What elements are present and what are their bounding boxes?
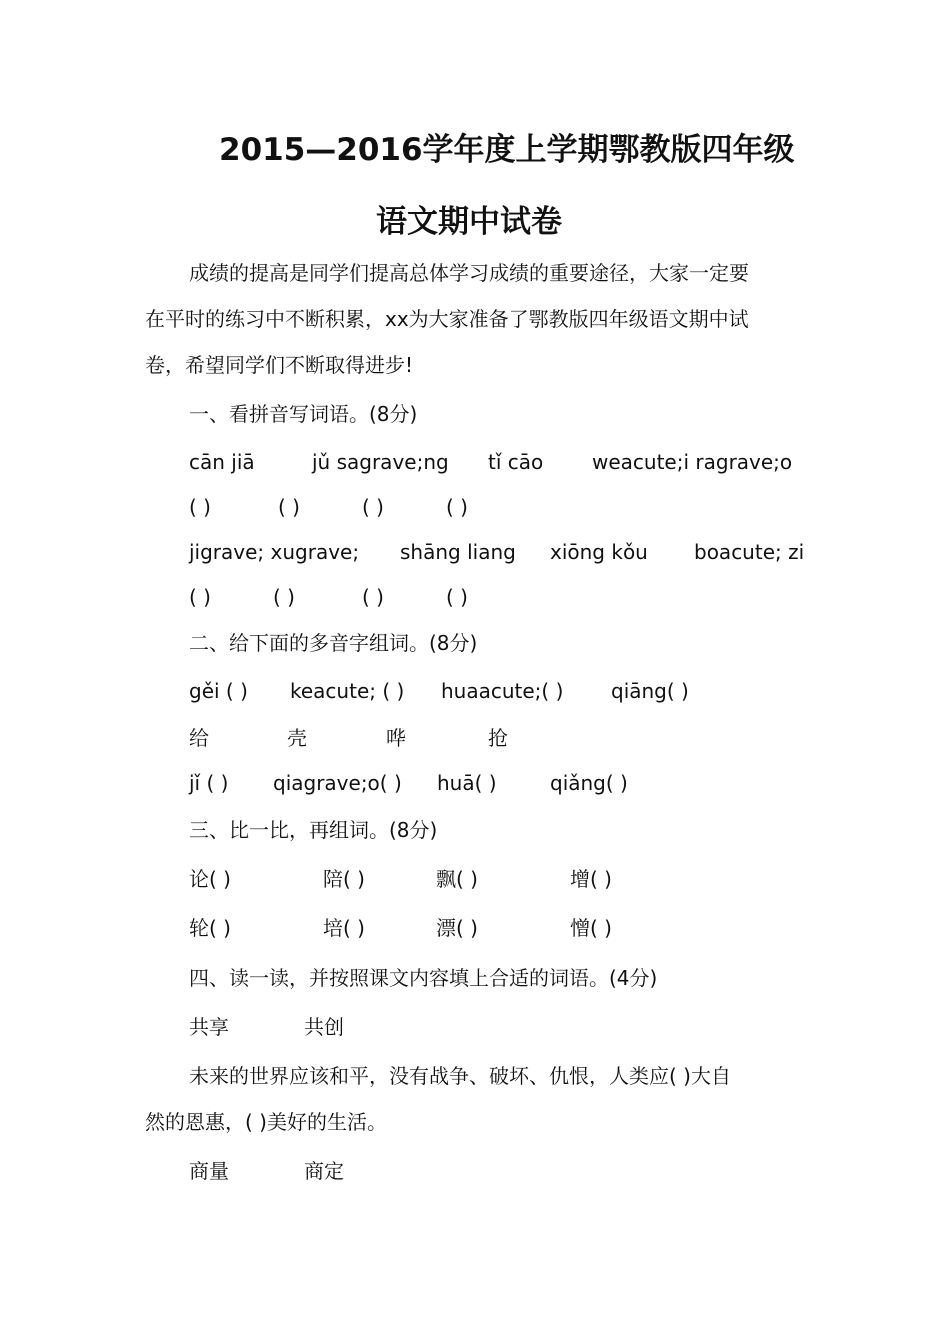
pinyin-item: tǐ cāo xyxy=(488,450,544,474)
answer-blank: ( ) xyxy=(278,495,300,519)
pinyin-item: boacute; zi xyxy=(694,540,805,564)
compare-item: 陪( ) xyxy=(323,867,365,891)
pinyin-item: cān jiā xyxy=(189,450,255,474)
pinyin-item: qiǎng( ) xyxy=(550,771,628,795)
character: 抢 xyxy=(488,726,508,750)
pinyin-item: gěi ( ) xyxy=(189,679,248,703)
section3-row-1 xyxy=(0,869,950,891)
compare-item: 漂( ) xyxy=(436,916,478,940)
character: 哗 xyxy=(386,726,406,750)
answer-blank: ( ) xyxy=(446,585,468,609)
compare-item: 轮( ) xyxy=(189,916,231,940)
pinyin-item: weacute;i ragrave;o xyxy=(592,450,793,474)
pinyin-item: keacute; ( ) xyxy=(290,679,405,703)
character: 给 xyxy=(189,726,209,750)
section2-row-2 xyxy=(0,773,950,795)
pinyin-item: huā( ) xyxy=(437,771,497,795)
compare-item: 增( ) xyxy=(570,867,612,891)
section2-heading: 二、给下面的多音字组词。(8分) xyxy=(189,631,478,655)
answer-blank: ( ) xyxy=(189,495,211,519)
pinyin-item: jǐ ( ) xyxy=(189,771,229,795)
section1-pinyin-row-1 xyxy=(0,452,950,474)
section4-word-choices-1 xyxy=(0,1017,950,1039)
answer-blank: ( ) xyxy=(189,585,211,609)
intro-line-3: 卷，希望同学们不断取得进步! xyxy=(145,353,414,377)
word-choice: 共享 xyxy=(189,1015,229,1039)
section2-row-1 xyxy=(0,681,950,703)
compare-item: 飘( ) xyxy=(436,867,478,891)
section1-heading: 一、看拼音写词语。(8分) xyxy=(189,402,418,426)
section4-sentence-line-1: 未来的世界应该和平，没有战争、破坏、仇恨，人类应( )大自 xyxy=(189,1064,731,1088)
section2-chars xyxy=(0,728,950,750)
section1-blank-row-1 xyxy=(0,497,950,519)
section1-blank-row-2 xyxy=(0,587,950,609)
pinyin-item: jǔ sagrave;ng xyxy=(312,450,449,474)
compare-item: 培( ) xyxy=(323,916,365,940)
compare-item: 论( ) xyxy=(189,867,231,891)
section4-heading: 四、读一读，并按照课文内容填上合适的词语。(4分) xyxy=(189,966,658,990)
character: 壳 xyxy=(287,726,307,750)
pinyin-item: shāng liang xyxy=(400,540,516,564)
section4-sentence-line-2: 然的恩惠，( )美好的生活。 xyxy=(145,1110,387,1134)
pinyin-item: qiāng( ) xyxy=(611,679,689,703)
pinyin-item: qiagrave;o( ) xyxy=(273,771,402,795)
title-line-1: 2015—2016学年度上学期鄂教版四年级 xyxy=(219,132,795,168)
word-choice: 商定 xyxy=(304,1159,344,1183)
intro-line-1: 成绩的提高是同学们提高总体学习成绩的重要途径，大家一定要 xyxy=(189,261,749,285)
answer-blank: ( ) xyxy=(362,495,384,519)
pinyin-item: xiōng kǒu xyxy=(550,540,648,564)
section4-word-choices-2 xyxy=(0,1161,950,1183)
answer-blank: ( ) xyxy=(273,585,295,609)
word-choice: 共创 xyxy=(304,1015,344,1039)
pinyin-item: jigrave; xugrave; xyxy=(189,540,360,564)
section1-pinyin-row-2 xyxy=(0,542,950,564)
section3-heading: 三、比一比，再组词。(8分) xyxy=(189,818,438,842)
title-line-2: 语文期中试卷 xyxy=(376,204,562,240)
answer-blank: ( ) xyxy=(362,585,384,609)
pinyin-item: huaacute;( ) xyxy=(441,679,564,703)
answer-blank: ( ) xyxy=(446,495,468,519)
section3-row-2 xyxy=(0,918,950,940)
compare-item: 憎( ) xyxy=(570,916,612,940)
intro-line-2: 在平时的练习中不断积累，xx为大家准备了鄂教版四年级语文期中试 xyxy=(145,307,749,331)
word-choice: 商量 xyxy=(189,1159,229,1183)
